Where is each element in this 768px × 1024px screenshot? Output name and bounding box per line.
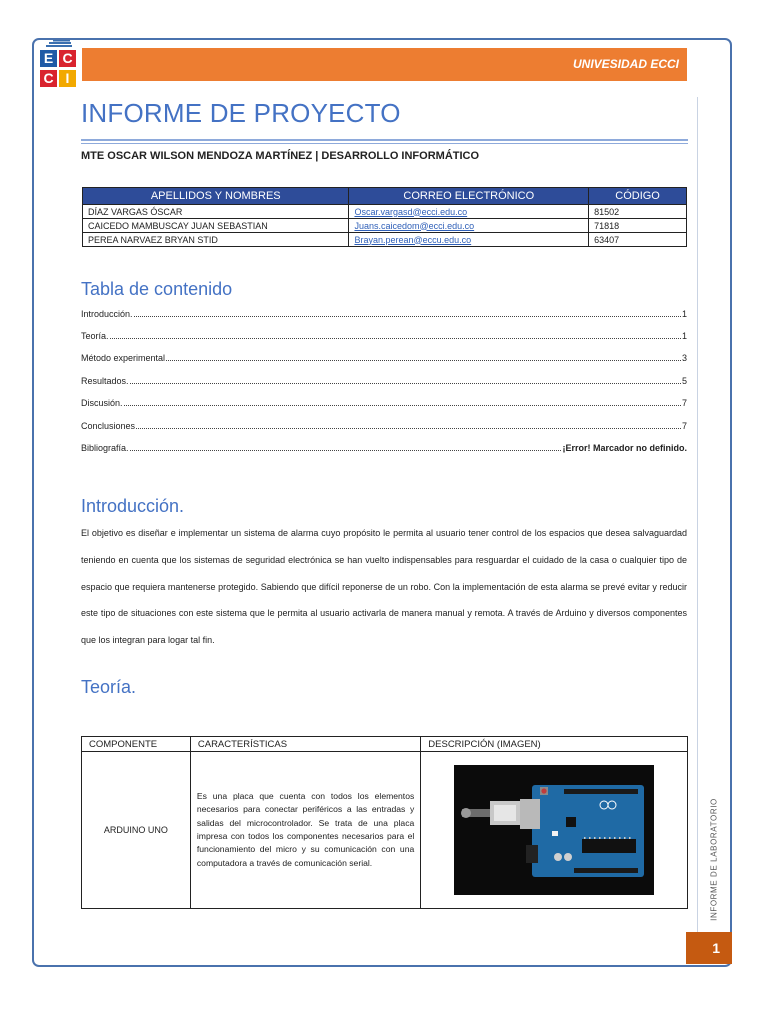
- toc-entry[interactable]: [81, 305, 687, 319]
- theory-heading: Teoría.: [81, 677, 137, 697]
- logo-letter-i: I: [59, 70, 76, 87]
- title-divider-thin: [81, 143, 688, 144]
- logo-letter-c2: C: [40, 70, 57, 87]
- components-table: [81, 736, 688, 909]
- introduction-text: El objetivo es diseñar e implementar un sistema de alarma cuyo propósito le permita al usuario tener control de los espacios que desea salvaguardad teniendo en cuenta que los sistemas de seguridad electrónica se han vuelto indispensables para resguardar el cuidado de la casa o cualquier tipo de espacio que requiera mantenerse protegido. Sabiendo que difícil reponerse de un robo. Con la implementación de esta alarma se prevé evitar y reducir este tipo de situaciones con este sistema que le permita al usuario activarla de manera manual y remota. A través de Arduino y diversos componentes que los integran para logar tal fin.: [81, 528, 687, 646]
- document-subtitle: MTE OSCAR WILSON MENDOZA MARTÍNEZ | DESARROLLO INFORMÁTICO: [81, 150, 480, 162]
- toc-leader: [136, 428, 681, 429]
- toc-leader: [124, 405, 681, 406]
- student-code: 71818: [589, 219, 687, 233]
- student-code: 81502: [589, 205, 687, 219]
- arduino-board-image: [454, 765, 654, 895]
- component-name: ARDUINO UNO: [82, 752, 191, 909]
- page-title: INFORME DE PROYECTO: [81, 98, 401, 128]
- toc-leader: [134, 316, 681, 317]
- toc-leader: [130, 383, 681, 384]
- toc-entry-page: 7: [681, 398, 687, 408]
- column-header-image: DESCRIPCIÓN (IMAGEN): [421, 737, 688, 752]
- table-header-row: [82, 737, 688, 752]
- toc-entry-page: 1: [681, 331, 687, 341]
- toc-leader: [130, 450, 562, 451]
- toc-entry[interactable]: [81, 327, 687, 341]
- toc-entry-label: Discusión.: [81, 398, 123, 408]
- table-row: [83, 205, 687, 219]
- column-header-component: COMPONENTE: [82, 737, 191, 752]
- toc-entry[interactable]: [81, 349, 687, 363]
- toc-entry-label: Conclusiones: [81, 421, 136, 431]
- toc-entry-label: Introducción.: [81, 309, 133, 319]
- toc-entry[interactable]: [81, 394, 687, 408]
- toc-entry-page: ¡Error! Marcador no definido.: [562, 443, 687, 453]
- toc-entry-page: 7: [681, 421, 687, 431]
- student-name: DÍAZ VARGAS ÓSCAR: [83, 205, 349, 219]
- header-bar: [82, 48, 687, 81]
- column-header-features: CARACTERÍSTICAS: [190, 737, 420, 752]
- toc-entry-label: Resultados.: [81, 376, 129, 386]
- student-email-link[interactable]: Brayan.perean@eccu.edu.co: [349, 233, 589, 247]
- toc-leader: [110, 338, 681, 339]
- university-name: UNIVESIDAD ECCI: [572, 57, 679, 71]
- toc-entry-page: 3: [681, 353, 687, 363]
- students-table: [82, 187, 687, 247]
- toc-entry[interactable]: [81, 439, 687, 453]
- toc-entry-label: Teoría.: [81, 331, 109, 341]
- logo-letter-c1: C: [59, 50, 76, 67]
- table-header-row: [83, 188, 687, 205]
- toc-leader: [166, 360, 681, 361]
- university-logo: [38, 40, 80, 90]
- column-header-names: APELLIDOS Y NOMBRES: [83, 188, 349, 205]
- side-report-text: INFORME DE LABORATORIO: [709, 798, 719, 921]
- student-name: CAICEDO MAMBUSCAY JUAN SEBASTIAN: [83, 219, 349, 233]
- table-row: [82, 752, 688, 909]
- toc-entry-label: Bibliografía.: [81, 443, 129, 453]
- component-description: Es una placa que cuenta con todos los elementos necesarios para conectar periféricos a las entradas y salidas del microcontrolador. Se trata de una placa impresa con todos los componentes necesarios para el funcionamiento del micro y su comunicación con una computadora a través de comunicación serial.: [190, 752, 420, 909]
- introduction-heading: Introducción.: [81, 496, 185, 516]
- student-name: PEREA NARVAEZ BRYAN STID: [83, 233, 349, 247]
- page-number-badge: 1: [686, 932, 732, 964]
- toc-heading: Tabla de contenido: [81, 279, 233, 299]
- toc-entry-page: 1: [681, 309, 687, 319]
- component-image-cell: [421, 752, 688, 909]
- toc-entry-label: Método experimental: [81, 353, 166, 363]
- toc-entry[interactable]: [81, 372, 687, 386]
- side-report-label: [706, 800, 720, 924]
- column-header-email: CORREO ELECTRÓNICO: [349, 188, 589, 205]
- table-row: [83, 233, 687, 247]
- toc-entry-page: 5: [681, 376, 687, 386]
- logo-letter-e: E: [40, 50, 57, 67]
- logo-arc-icon: [40, 40, 76, 48]
- student-email-link[interactable]: Juans.caicedom@ecci.edu.co: [349, 219, 589, 233]
- table-row: [83, 219, 687, 233]
- student-email-link[interactable]: Oscar.vargasd@ecci.edu.co: [349, 205, 589, 219]
- arduino-board-icon: [454, 765, 654, 895]
- student-code: 63407: [589, 233, 687, 247]
- column-header-code: CÓDIGO: [589, 188, 687, 205]
- title-divider: [81, 139, 688, 141]
- toc-entry[interactable]: [81, 417, 687, 431]
